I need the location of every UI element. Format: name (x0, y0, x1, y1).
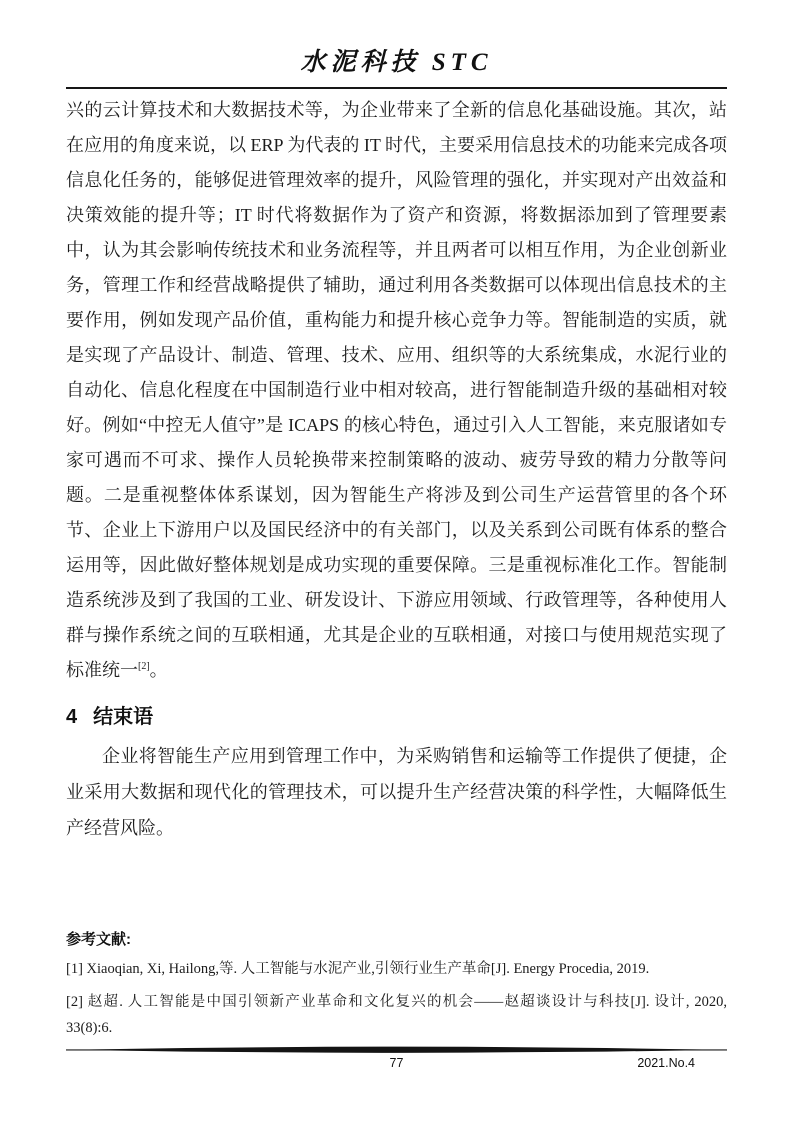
header-rule (66, 87, 727, 89)
body-paragraph-period: 。 (149, 660, 168, 680)
body-paragraph (66, 93, 727, 688)
references-section (66, 928, 727, 1041)
references-heading: 参考文献: (66, 931, 131, 948)
body-paragraph-text: 兴的云计算技术和大数据技术等，为企业带来了全新的信息化基础设施。其次，站在应用的角度来说，以 ERP 为代表的 IT 时代，主要采用信息技术的功能来完成各项信息化任务的，能够促进管理效率的提升，风险管理的强化，并实现对产出效益和决策效能的提升等；IT 时代将数据作为了资产和资源，将数据添加到了管理要素中，认为其会影响传统技术和业务流程等，并且两者可以相互作用，为企业创新业务，管理工作和经营战略提供了辅助，通过利用各类数据可以体现出信息技术的主要作用，例如发现产品价值，重构能力和提升核心竞争力等。智能制造的实质，就是实现了产品设计、制造、管理、技术、应用、组织等的大系统集成，水泥行业的自动化、信息化程度在中国制造行业中相对较高，进行智能制造升级的基础相对较好。例如“中控无人值守”是 ICAPS 的核心特色，通过引入人工智能，来克服诸如专家可遇而不可求、操作人员轮换带来控制策略的波动、疲劳导致的精力分散等问题。二是重视整体体系谋划，因为智能生产将涉及到公司生产运营管里的各个环节、企业上下游用户以及国民经济中的有关部门，以及关系到公司既有体系的整合运用等，因此做好整体规划是成功实现的重要保障。三是重视标准化工作。智能制造系统涉及到了我国的工业、研发设计、下游应用领域、行政管理等，各种使用人群与操作系统之间的互联相通，尤其是企业的互联相通，对接口与使用规范实现了标准统一 (66, 100, 728, 680)
footer-ornament-rule (66, 1046, 727, 1054)
section-title: 结束语 (93, 706, 154, 728)
page-footer (66, 1046, 727, 1074)
reference-item-1: [1] Xiaoqian, Xi, Hailong,等. 人工智能与水泥产业,引领行业生产革命[J]. Energy Procedia, 2019. (66, 961, 650, 977)
conclusion-paragraph: 企业将智能生产应用到管理工作中，为采购销售和运输等工作提供了便捷，企业采用大数据和现代化的管理技术，可以提升生产经营决策的科学性，大幅降低生产经营风险。 (66, 746, 727, 838)
page-content (66, 93, 727, 1041)
reference-item-2: [2] 赵超. 人工智能是中国引领新产业革命和文化复兴的机会——赵超谈设计与科技[J]. 设计, 2020, 33(8):6. (66, 994, 727, 1036)
page-number: 77 (389, 1056, 404, 1070)
citation-marker: [2] (138, 661, 150, 672)
journal-header-title: 水泥科技 STC (300, 49, 493, 76)
section-number: 4 (66, 706, 78, 728)
footer-row (66, 1056, 727, 1074)
issue-label: 2021.No.4 (637, 1056, 695, 1070)
section-heading-conclusion (66, 700, 727, 729)
